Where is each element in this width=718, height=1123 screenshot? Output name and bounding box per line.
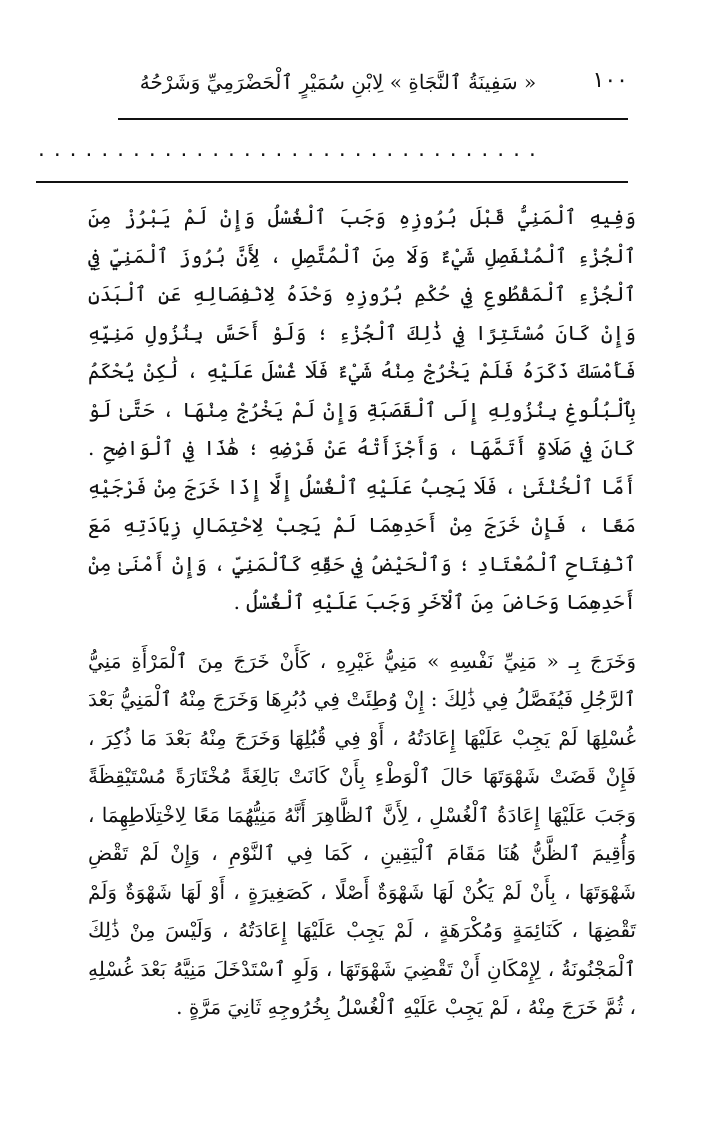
- paragraph: وَفِيهِ ٱلْمَنِيُّ قَبْلَ بُرُوزِهِ وَجَبَ ٱلْغُسْلُ وَإِنْ لَمْ يَبْرُزْ مِنَ ٱلْجُزْءِ ٱلْمُنْفَصِلِ شَيْءٌ وَلَا مِنَ ٱلْمُتَّصِلِ ، لِأَنَّ بُرُوزَ ٱلْمَنِيِّ فِي ٱلْجُزْءِ ٱلْمَقْطُوعِ فِي حُكْمِ بُرُوزِهِ وَحْدَهُ لِانْفِصَالِهِ عَنِ ٱلْبَدَنِ وَإِنْ كَانَ مُسْتَتِرًا فِي ذَٰلِكَ ٱلْجُزْءِ ؛ وَلَوْ أَحَسَّ بِنُزُولِ مَنِيِّهِ فَأَمْسَكَ ذَكَرَهُ فَلَمْ يَخْرُجْ مِنْهُ شَيْءٌ فَلَا غُسْلَ عَلَيْهِ ، لَٰكِنْ يُحْكَمُ بِٱلْبُلُوغِ بِنُزُولِهِ إِلَى ٱلْقَصَبَةِ وَإِنْ لَمْ يَخْرُجْ مِنْهَا ، حَتَّىٰ لَوْ كَانَ فِي صَلَاةٍ أَتَمَّهَا ، وَأَجْزَأَتْهُ عَنْ فَرْضِهِ ؛ هَٰذَا فِي ٱلْوَاضِحِ . أَمَّا ٱلْخُنْثَىٰ ، فَلَا يَجِبُ عَلَيْهِ ٱلْغُسْلُ إِلَّا إِذَا خَرَجَ مِنْ فَرْجَيْهِ مَعًا ، فَإِنْ خَرَجَ مِنْ أَحَدِهِمَا لَمْ يَجِبْ لِاحْتِمَالِ زِيَادَتِهِ مَعَ ٱنْفِتَاحِ ٱلْمُعْتَادِ ؛ وَٱلْحَيْضُ فِي حَقِّهِ كَٱلْمَنِيِّ ، وَإِنْ أَمْنَىٰ مِنْ أَحَدِهِمَا وَحَاضَ مِنَ ٱلْآخَرِ وَجَبَ عَلَيْهِ ٱلْغُسْلُ .: [88, 205, 636, 614]
- page-header: [118, 68, 628, 108]
- body-text: [88, 198, 636, 1045]
- section-rule: [36, 181, 628, 183]
- paragraph: وَخَرَجَ بِـ « مَنِيِّ نَفْسِهِ » مَنِيُّ غَيْرِهِ ، كَأَنْ خَرَجَ مِنَ ٱلْمَرْأَةِ مَنِيُّ ٱلرَّجُلِ فَيُفَصَّلُ فِي ذَٰلِكَ : إِنْ وُطِئَتْ فِي دُبُرِهَا وَخَرَجَ مِنْهُ ٱلْمَنِيُّ بَعْدَ غُسْلِهَا لَمْ يَجِبْ عَلَيْهَا إِعَادَتُهُ ، أَوْ فِي قُبُلِهَا وَخَرَجَ مِنْهُ بَعْدَ مَا ذُكِرَ ، فَإِنْ قَضَتْ شَهْوَتَهَا حَالَ ٱلْوَطْءِ بِأَنْ كَانَتْ بَالِغَةً مُخْتَارَةً مُسْتَيْقِظَةً وَجَبَ عَلَيْهَا إِعَادَةُ ٱلْغُسْلِ ، لِأَنَّ ٱلظَّاهِرَ أَنَّهُ مَنِيُّهُمَا مَعًا لِاخْتِلَاطِهِمَا ، وَأُقِيمَ ٱلظَّنُّ هُنَا مَقَامَ ٱلْيَقِينِ ، كَمَا فِي ٱلنَّوْمِ ، وَإِنْ لَمْ تَقْضِ شَهْوَتَهَا ، بِأَنْ لَمْ يَكُنْ لَهَا شَهْوَةٌ أَصْلًا ، كَصَغِيرَةٍ ، أَوْ لَهَا شَهْوَةٌ وَلَمْ تَقْضِهَا ، كَنَائِمَةٍ وَمُكْرَهَةٍ ، لَمْ يَجِبْ عَلَيْهَا إِعَادَتُهُ ، وَلَيْسَ مِنْ ذَٰلِكَ ٱلْمَجْنُونَةُ ، لِإِمْكَانِ أَنْ تَقْضِيَ شَهْوَتَهَا ، وَلَوِ ٱسْتَدْخَلَ مَنِيَّهُ بَعْدَ غُسْلِهِ ، ثُمَّ خَرَجَ مِنْهُ ، لَمْ يَجِبْ عَلَيْهِ ٱلْغُسْلُ بِخُرُوجِهِ ثَانِيَ مَرَّةٍ .: [88, 648, 636, 1019]
- dotted-separator: ................................: [36, 140, 543, 161]
- page-number: ١٠٠: [592, 68, 628, 93]
- header-rule: [118, 118, 628, 120]
- running-title: « سَفِينَةُ ٱلنَّجَاةِ » لِابْنِ سُمَيْرٍ ٱلْحَضْرَمِيِّ وَشَرْحُهُ: [139, 70, 537, 94]
